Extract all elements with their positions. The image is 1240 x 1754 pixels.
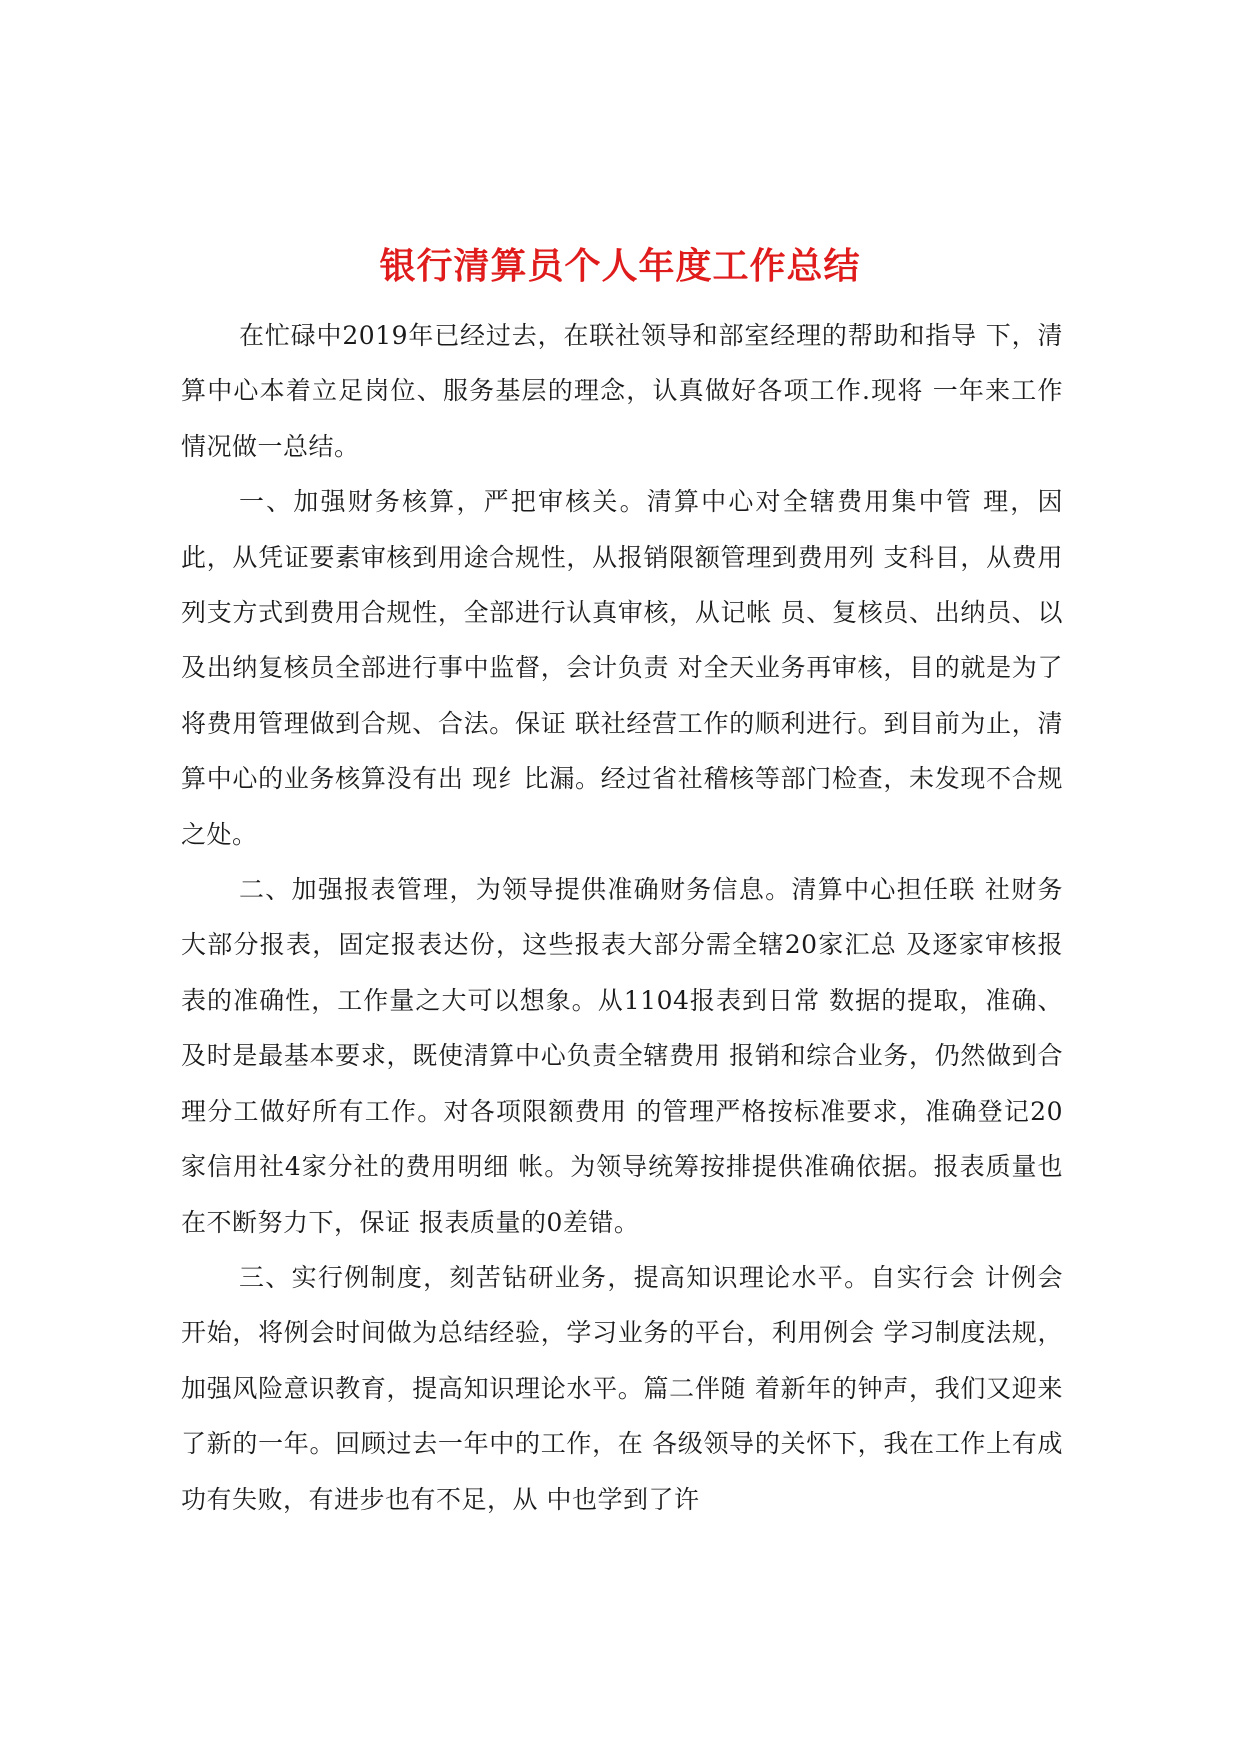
- paragraph-intro: 在忙碌中2019年已经过去，在联社领导和部室经理的帮助和指导 下，清算中心本着立足岗位、服务基层的理念，认真做好各项工作.现将 一年来工作情况做一总结。: [181, 321, 1063, 461]
- paragraph-section-2: 二、加强报表管理，为领导提供准确财务信息。清算中心担任联 社财务大部分报表，固定报表达份，这些报表大部分需全辖20家汇总 及逐家审核报表的准确性，工作量之大可以想象。从1104报表到日常 数据的提取，准确、及时是最基本要求，既使清算中心负责全辖费用 报销和综合业务，仍然做到合理分工做好所有工作。对各项限额费用 的管理严格按标准要求，准确登记20家信用社4家分社的费用明细 帐。为领导统筹按排提供准确依据。报表质量也在不断努力下，保证 报表质量的0差错。: [181, 875, 1063, 1237]
- document-title: 银行清算员个人年度工作总结: [379, 245, 861, 288]
- document-body: [181, 308, 1063, 1527]
- paragraph-section-1: 一、加强财务核算，严把审核关。清算中心对全辖费用集中管 理，因此，从凭证要素审核到用途合规性，从报销限额管理到费用列 支科目，从费用列支方式到费用合规性，全部进行认真审核，从记帐 员、复核员、出纳员、以及出纳复核员全部进行事中监督，会计负责 对全天业务再审核，目的就是为了将费用管理做到合规、合法。保证 联社经营工作的顺利进行。到目前为止，清算中心的业务核算没有出 现纟比漏。经过省社稽核等部门检查，未发现不合规之处。: [181, 487, 1063, 849]
- paragraph-section-3: 三、实行例制度，刻苦钻研业务，提高知识理论水平。自实行会 计例会开始，将例会时间做为总结经验，学习业务的平台，利用例会 学习制度法规，加强风险意识教育，提高知识理论水平。篇二伴随 着新年的钟声，我们又迎来了新的一年。回顾过去一年中的工作，在 各级领导的关怀下，我在工作上有成功有失败，有进步也有不足，从 中也学到了许: [181, 1262, 1063, 1514]
